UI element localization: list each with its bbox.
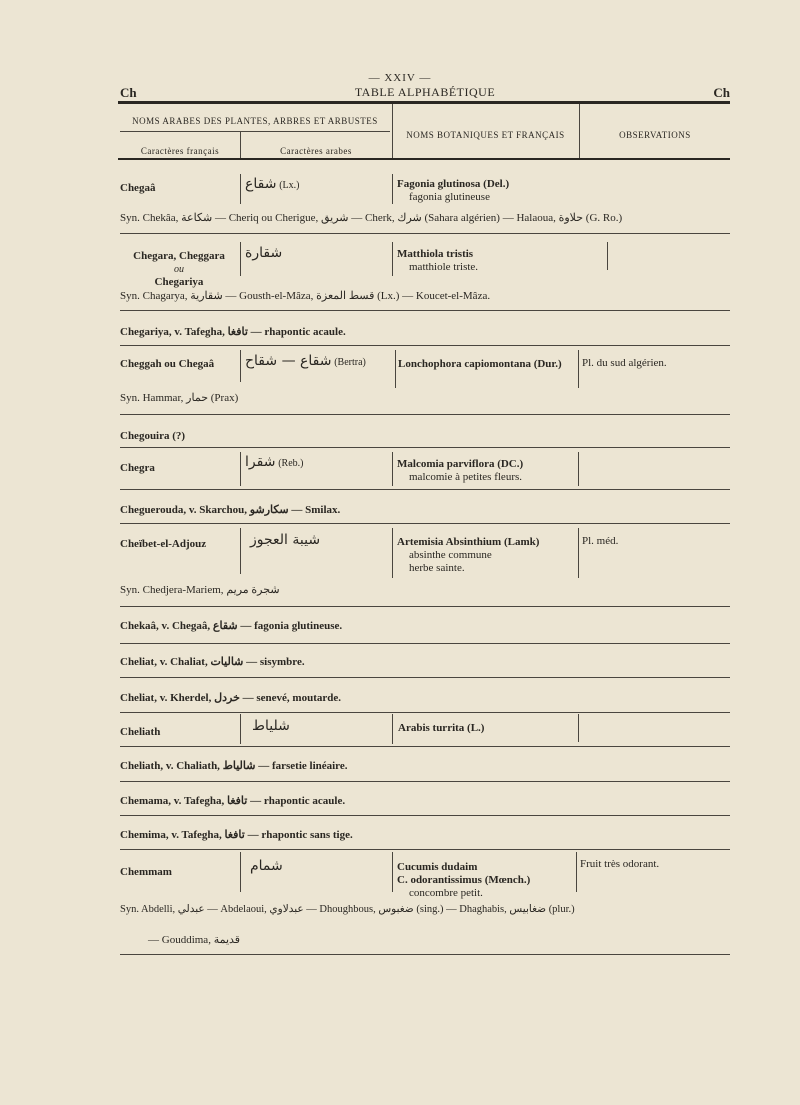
botanical-cell bbox=[397, 178, 509, 204]
cross-reference: Cheguerouda, v. Skarchou, سكارشو — Smilax. bbox=[120, 504, 341, 516]
arabic-cell bbox=[245, 247, 282, 261]
botanical-cell bbox=[398, 358, 562, 371]
cell-divider bbox=[392, 174, 393, 204]
row-rule bbox=[120, 746, 730, 747]
source-ref: (Bertra) bbox=[334, 357, 366, 368]
botanical-cell bbox=[397, 861, 530, 900]
french-name: Chegara, Cheggara bbox=[133, 250, 225, 262]
header-divider bbox=[240, 132, 241, 160]
cross-reference: Chemima, v. Tafegha, تافغا — rhapontic sans tige. bbox=[120, 829, 353, 841]
row-rule bbox=[120, 606, 730, 607]
french-common-name: fagonia glutineuse bbox=[409, 191, 490, 203]
cell-divider bbox=[392, 714, 393, 744]
cell-divider bbox=[607, 242, 608, 270]
table-row bbox=[120, 726, 160, 739]
header-divider bbox=[392, 104, 393, 160]
row-rule bbox=[120, 414, 730, 415]
row-rule bbox=[120, 345, 730, 346]
french-common-name: concombre petit. bbox=[409, 887, 483, 899]
row-rule bbox=[120, 781, 730, 782]
arabic-cell bbox=[245, 178, 299, 192]
cell-divider bbox=[392, 452, 393, 486]
arabic-name: شقارة bbox=[245, 245, 283, 261]
cross-reference: Cheliat, v. Chaliat, شاليات — sisymbre. bbox=[120, 656, 305, 668]
cross-reference: Chekaâ, v. Chegaâ, شقاع — fagonia glutineuse. bbox=[120, 620, 343, 632]
botanical-name: Malcomia parviflora (DC.) bbox=[397, 458, 524, 470]
arabic-cell bbox=[250, 860, 283, 874]
french-name: Cheïbet-el-Adjouz bbox=[120, 538, 207, 550]
cell-divider bbox=[395, 350, 396, 388]
row-rule bbox=[120, 233, 730, 234]
cell-divider bbox=[578, 714, 579, 742]
french-name: Cheggah ou Chegaâ bbox=[120, 358, 215, 370]
page-number: — XXIV — bbox=[368, 72, 432, 84]
synonyms: Syn. Chekâa, شكاعة — Cheriq ou Cherigue, شريق — Cherk, شرك (Sahara algérien) — Halaoua, حلاوة (G. Ro.) bbox=[120, 212, 623, 224]
french-name: Cheliath bbox=[120, 726, 161, 738]
header-left-letter: Ch bbox=[120, 85, 137, 100]
botanical-name: Cucumis dudaim bbox=[397, 861, 478, 873]
botanical-cell bbox=[397, 458, 523, 484]
botanical-name: Artemisia Absinthium (Lamk) bbox=[397, 536, 540, 548]
header-right-letter: Ch bbox=[713, 85, 730, 100]
french-name: Chegaâ bbox=[120, 182, 156, 194]
row-rule bbox=[120, 523, 730, 524]
botanical-cell bbox=[398, 722, 484, 735]
botanical-name: Arabis turrita (L.) bbox=[398, 722, 485, 734]
synonyms: Syn. Abdelli, عبدلي — Abdelaoui, عبدلاوي — Dhoughbous, ضغبوس (sing.) — Dhaghabis, ضغابيس (plur.) bbox=[120, 904, 575, 915]
cross-reference: Cheliat, v. Kherdel, خردل — senevé, moutarde. bbox=[120, 692, 341, 704]
row-rule bbox=[120, 954, 730, 955]
row-rule bbox=[120, 849, 730, 850]
column-group-arabic-names: NOMS ARABES DES PLANTES, ARBRES ET ARBUSTES bbox=[132, 116, 378, 126]
arabic-name: شمام bbox=[250, 858, 283, 874]
column-header-rule bbox=[118, 158, 730, 160]
cell-divider bbox=[240, 350, 241, 382]
cross-reference: Chegariya, v. Tafegha, تافغا — rhapontic acaule. bbox=[120, 326, 346, 338]
cell-divider bbox=[240, 528, 241, 574]
cell-divider bbox=[392, 528, 393, 578]
cell-divider bbox=[576, 852, 577, 892]
arabic-name: شيبة العجوز bbox=[250, 532, 321, 548]
cross-reference: Cheliath, v. Chaliath, شالياط — farsetie linéaire. bbox=[120, 760, 348, 772]
row-rule bbox=[120, 310, 730, 311]
arabic-cell bbox=[245, 456, 303, 470]
cell-divider bbox=[240, 174, 241, 204]
column-botanical-names: NOMS BOTANIQUES ET FRANÇAIS bbox=[406, 130, 565, 140]
name-conjunction: ou bbox=[174, 264, 184, 275]
header-title: TABLE ALPHABÉTIQUE bbox=[354, 85, 496, 99]
cell-divider bbox=[392, 852, 393, 892]
synonyms-continued: — Gouddima, قديمة bbox=[148, 934, 241, 946]
arabic-cell bbox=[250, 534, 320, 548]
botanical-name: Lonchophora capiomontana (Dur.) bbox=[398, 358, 562, 370]
botanical-name: Matthiola tristis bbox=[397, 248, 474, 260]
synonyms: Syn. Chagarya, شقارية — Gousth-el-Mâza, قسط المعزة (Lx.) — Koucet-el-Mâza. bbox=[120, 290, 491, 302]
french-common-name-alt: herbe sainte. bbox=[409, 562, 465, 574]
botanical-name: Fagonia glutinosa (Del.) bbox=[397, 178, 510, 190]
table-row bbox=[120, 866, 172, 879]
cell-divider bbox=[578, 350, 579, 388]
row-rule bbox=[120, 489, 730, 490]
cell-divider bbox=[240, 242, 241, 276]
cell-divider bbox=[578, 452, 579, 486]
arabic-name: شقاع — شقاح bbox=[245, 353, 332, 369]
column-observations: OBSERVATIONS bbox=[619, 130, 691, 140]
row-rule bbox=[120, 677, 730, 678]
table-row: Chegouira (?) bbox=[120, 430, 186, 442]
row-rule bbox=[120, 643, 730, 644]
header-rule bbox=[118, 101, 730, 104]
french-common-name: absinthe commune bbox=[409, 549, 492, 561]
arabic-cell bbox=[245, 355, 366, 369]
arabic-name: شقرا bbox=[245, 454, 276, 470]
french-common-name: malcomie à petites fleurs. bbox=[409, 471, 523, 483]
table-row bbox=[120, 462, 155, 475]
row-rule bbox=[120, 815, 730, 816]
botanical-cell bbox=[397, 248, 478, 274]
row-rule bbox=[120, 447, 730, 448]
arabic-name: شقاع bbox=[245, 176, 277, 192]
botanical-cell bbox=[397, 536, 539, 575]
table-row bbox=[120, 358, 214, 371]
observation: Fruit très odorant. bbox=[580, 858, 660, 870]
cell-divider bbox=[240, 852, 241, 892]
cell-divider bbox=[240, 452, 241, 486]
cell-divider bbox=[578, 528, 579, 578]
source-ref: (Reb.) bbox=[278, 458, 304, 469]
table-row bbox=[120, 250, 238, 289]
row-rule bbox=[120, 712, 730, 713]
synonyms: Syn. Chedjera-Mariem, شجرة مريم bbox=[120, 584, 280, 596]
botanical-name-alt: C. odorantissimus (Mœnch.) bbox=[397, 874, 531, 886]
observation: Pl. du sud algérien. bbox=[582, 357, 667, 369]
arabic-cell bbox=[252, 720, 290, 734]
cell-divider bbox=[240, 714, 241, 744]
running-header bbox=[120, 85, 730, 101]
column-french-characters: Caractères français bbox=[140, 146, 220, 156]
french-name: Chemmam bbox=[120, 866, 172, 878]
synonyms: Syn. Hammar, حمار (Prax) bbox=[120, 392, 239, 404]
header-divider bbox=[579, 104, 580, 160]
group-underline bbox=[120, 131, 390, 132]
cell-divider bbox=[392, 242, 393, 276]
cross-reference: Chemama, v. Tafegha, تافغا — rhapontic acaule. bbox=[120, 795, 346, 807]
table-row bbox=[120, 182, 155, 195]
french-name: Chegra bbox=[120, 462, 155, 474]
column-arabic-characters: Caractères arabes bbox=[280, 146, 352, 156]
table-row bbox=[120, 538, 206, 551]
french-common-name: matthiole triste. bbox=[409, 261, 479, 273]
arabic-name: شلياط bbox=[252, 718, 290, 734]
observation: Pl. méd. bbox=[582, 535, 619, 547]
french-name-variant: Chegariya bbox=[154, 276, 204, 288]
source-ref: (Lx.) bbox=[279, 180, 300, 191]
